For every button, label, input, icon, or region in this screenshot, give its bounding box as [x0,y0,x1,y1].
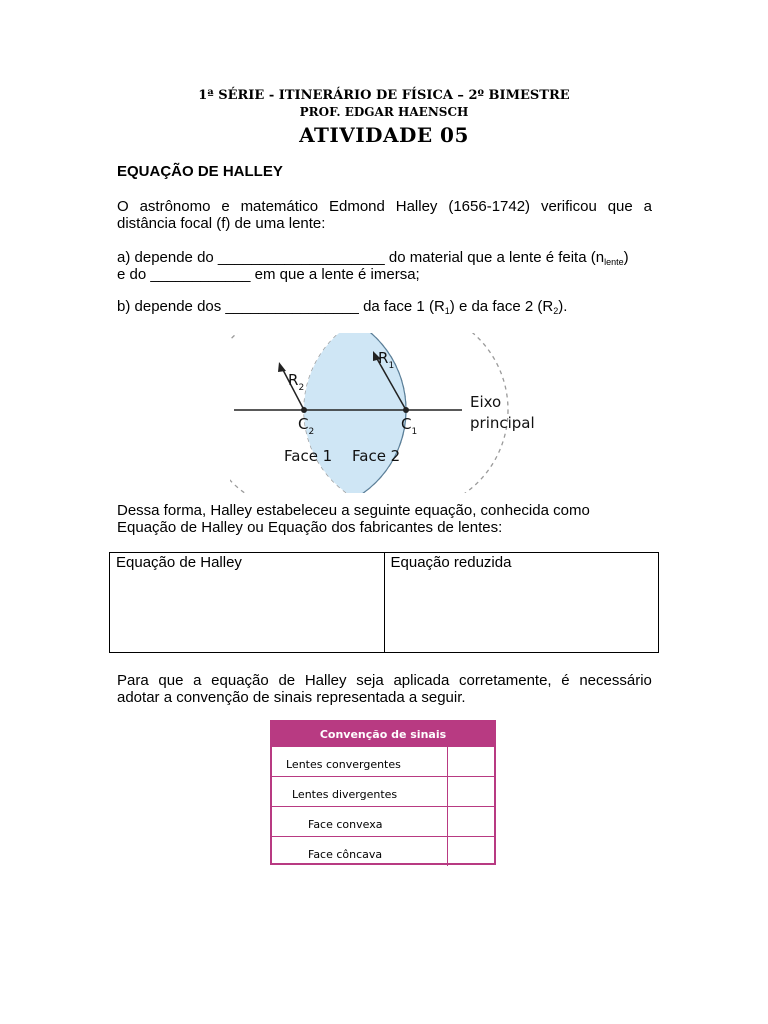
intro-word: Halley [395,198,438,215]
label-c2: $C_2$ [298,415,315,437]
item-b-mid: ) e da face 2 (R [449,298,554,315]
convention-word: que [158,672,184,689]
sign-row-label: Face côncava [308,848,383,861]
equation-halley-label: Equação de Halley [116,554,242,571]
radius-r2-arrowhead [278,362,286,372]
equation-reduced-label: Equação reduzida [390,554,512,571]
item-b-line [117,298,567,315]
sign-row [272,837,494,866]
after-diagram-line-2: Equação de Halley ou Equação dos fabricantes de lentes: [117,519,503,536]
convention-line-2: adotar a convenção de sinais representada a seguir. [117,689,466,706]
sign-answer-cell[interactable] [447,747,494,776]
convention-word: necessário [579,672,652,689]
equation-table [109,552,659,653]
equation-halley-cell[interactable] [110,553,385,653]
item-b-sub1: 1 [444,306,450,316]
section-title: EQUAÇÃO DE HALLEY [117,163,283,180]
intro-word: verificou [540,198,597,215]
convention-word: equação [211,672,269,689]
intro-word: Edmond [328,198,385,215]
label-axis-1: Eixo [470,393,502,411]
item-b-sub2: 2 [553,306,559,316]
intro-word: matemático [240,198,319,215]
item-b-text: b) depende dos ________________ da face 1 (R [117,298,445,315]
intro-word: a [643,198,652,215]
convention-word: seja [356,672,384,689]
label-face-1: Face 1 [284,447,333,465]
convention-word: Para [117,672,149,689]
intro-word: que [607,198,633,215]
item-a-sub: lente [604,257,624,267]
intro-word: e [221,198,230,215]
sign-row [272,807,494,837]
intro-word: astrônomo [139,198,211,215]
sign-row [272,777,494,807]
intro-word: (1656-1742) [448,198,531,215]
convention-line-1 [117,672,652,689]
intro-line-1 [117,198,652,215]
sign-convention-table [270,720,496,865]
convention-word: é [561,672,570,689]
sign-row-label: Lentes divergentes [292,788,398,801]
sign-row-label: Face convexa [308,818,383,831]
convention-word: aplicada [393,672,450,689]
label-r1: $R_1$ [378,349,395,371]
header-teacher: PROF. EDGAR HAENSCH [299,105,469,119]
label-face-2: Face 2 [352,447,401,465]
item-b-end: ). [558,298,568,315]
intro-line-2: distância focal (f) de uma lente: [117,215,326,232]
after-diagram-line-1: Dessa forma, Halley estabeleceu a seguinte equação, conhecida como [117,502,590,519]
sign-answer-cell[interactable] [447,777,494,806]
lens-diagram [230,333,540,493]
convention-word: Halley [304,672,347,689]
convention-word: a [193,672,202,689]
item-a-line-2: e do ____________ em que a lente é imersa; [117,266,420,283]
convention-word: de [278,672,296,689]
header-series: 1ª SÉRIE - ITINERÁRIO DE FÍSICA – 2º BIMESTRE [198,88,570,103]
label-r2: $R_2$ [288,371,305,393]
item-a-text: a) depende do ____________________ do material que a lente é feita (n [117,249,605,266]
sign-answer-cell[interactable] [447,807,494,836]
sign-row [272,747,494,777]
equation-reduced-cell[interactable] [384,553,659,653]
convention-word: corretamente, [459,672,552,689]
item-a-close: ) [623,249,629,266]
page-title: ATIVIDADE 05 [299,123,469,147]
item-a-line-1 [117,249,629,266]
sign-convention-title: Convenção de sinais [272,722,494,747]
label-c1: $C_1$ [401,415,418,437]
sign-row-label: Lentes convergentes [286,758,401,771]
intro-words [117,198,652,215]
intro-word: O [117,198,129,215]
label-axis-2: principal [470,414,535,432]
convention-words [117,672,652,689]
sign-answer-cell[interactable] [447,837,494,866]
